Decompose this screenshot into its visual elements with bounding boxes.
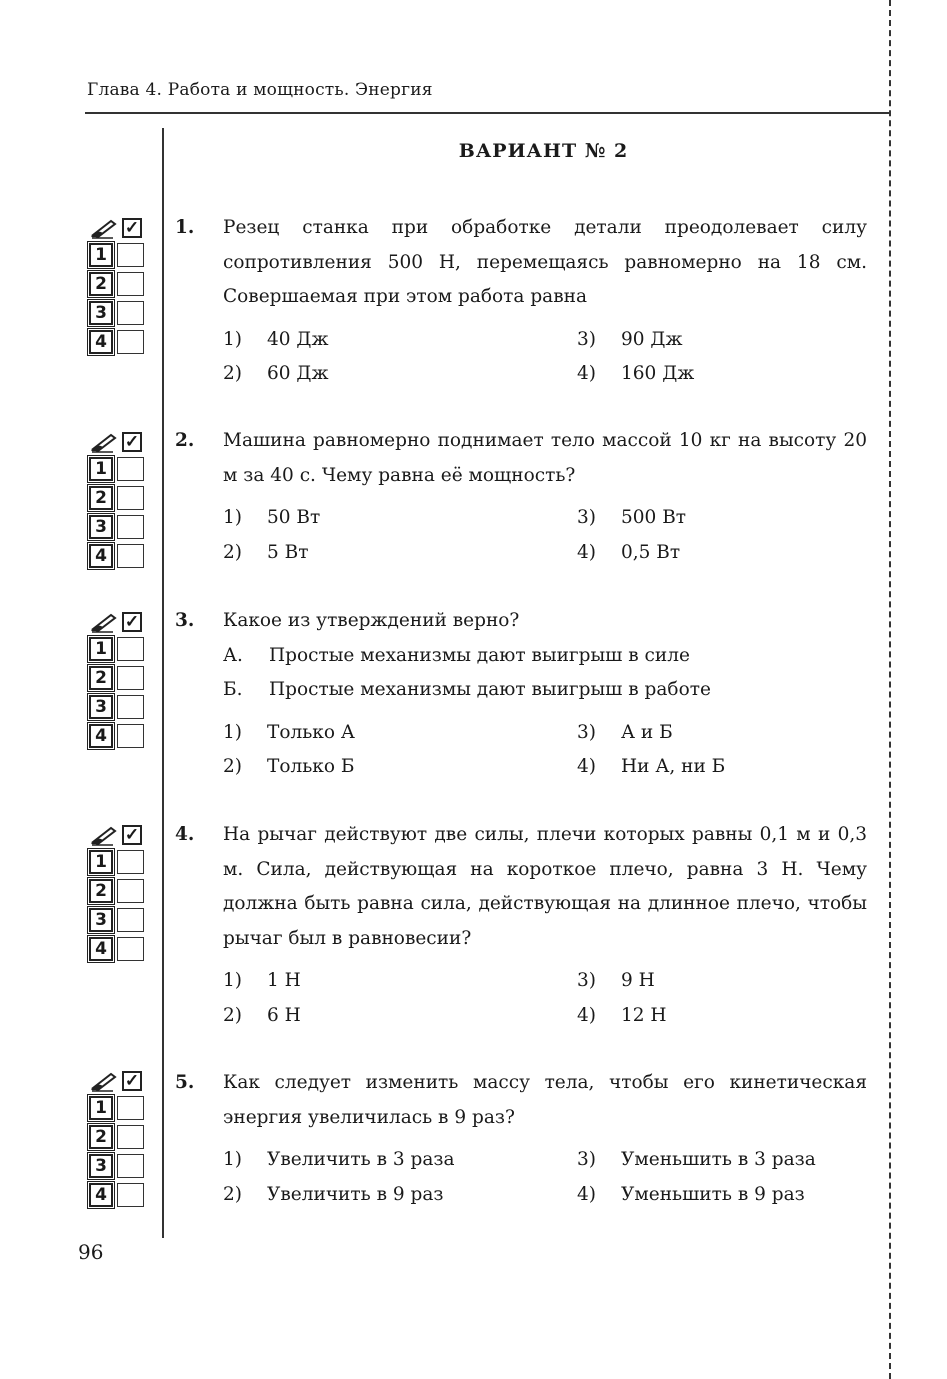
option-text: 60 Дж <box>267 363 329 384</box>
option-text: 160 Дж <box>621 363 695 384</box>
pencil-icon <box>89 217 119 239</box>
answer-checkbox[interactable] <box>117 666 144 690</box>
grid-header <box>89 610 153 634</box>
option-text: 6 Н <box>267 1004 301 1026</box>
answer-option[interactable] <box>223 964 577 999</box>
check-box-icon: ✓ <box>122 1071 142 1091</box>
answer-option[interactable] <box>223 716 577 751</box>
pencil-icon <box>89 611 119 633</box>
grid-header <box>89 216 153 240</box>
statement <box>223 673 867 708</box>
option-text: А и Б <box>621 721 673 743</box>
option-label: 1) <box>223 970 242 991</box>
answer-number: 1 <box>89 850 113 874</box>
answer-option[interactable] <box>577 999 867 1034</box>
option-label: 2) <box>223 541 242 563</box>
option-text: Уменьшить в 9 раз <box>621 1183 805 1205</box>
answer-row <box>89 512 153 541</box>
answer-option[interactable] <box>223 1178 577 1213</box>
option-label: 2) <box>223 756 242 777</box>
header-rule <box>85 112 890 114</box>
question-number: 5. <box>175 1072 195 1093</box>
grid-header <box>89 430 153 454</box>
answer-option[interactable] <box>223 536 577 571</box>
answer-option[interactable] <box>577 357 867 392</box>
answer-checkbox[interactable] <box>117 1183 144 1207</box>
answer-option[interactable] <box>577 1143 867 1178</box>
pencil-icon <box>89 1070 119 1092</box>
answer-checkbox[interactable] <box>117 937 144 961</box>
answer-checkbox[interactable] <box>117 1096 144 1120</box>
answer-checkbox[interactable] <box>117 637 144 661</box>
answer-checkbox[interactable] <box>117 1154 144 1178</box>
answer-grid <box>89 610 153 750</box>
option-label: 4) <box>577 1004 596 1026</box>
answer-checkbox[interactable] <box>117 243 144 267</box>
cut-line <box>889 0 891 1379</box>
answer-number: 3 <box>89 301 113 325</box>
answer-grid <box>89 823 153 963</box>
answer-row <box>89 1180 153 1209</box>
check-box-icon: ✓ <box>122 432 142 452</box>
question-3 <box>175 604 867 785</box>
answer-number: 3 <box>89 1154 113 1178</box>
answer-number: 1 <box>89 1096 113 1120</box>
answer-number: 4 <box>89 330 113 354</box>
answer-checkbox[interactable] <box>117 908 144 932</box>
answer-option[interactable] <box>223 501 577 536</box>
statement-text: Простые механизмы дают выигрыш в работе <box>269 679 711 700</box>
answer-option[interactable] <box>577 716 867 751</box>
answer-checkbox[interactable] <box>117 515 144 539</box>
answer-row <box>89 692 153 721</box>
option-label: 3) <box>577 328 596 350</box>
answer-row <box>89 1122 153 1151</box>
question-text: Машина равномерно поднимает тело массой 10 кг на высоту 20 м за 40 с. Чему равна её мощность? <box>223 430 867 486</box>
answer-checkbox[interactable] <box>117 879 144 903</box>
question-text: Резец станка при обработке детали преодолевает силу сопротивления 500 Н, перемещаясь равномерно на 18 см. Совершаемая при этом работа равна <box>223 217 867 307</box>
option-text: Уменьшить в 3 раза <box>621 1149 816 1170</box>
answer-row <box>89 663 153 692</box>
answer-option[interactable] <box>577 750 867 785</box>
answer-number: 2 <box>89 879 113 903</box>
answer-number: 3 <box>89 908 113 932</box>
grid-header <box>89 1069 153 1093</box>
option-text: 50 Вт <box>267 507 321 528</box>
question-text: На рычаг действуют две силы, плечи которых равны 0,1 м и 0,3 м. Сила, действующая на короткое плечо, равна 3 Н. Чему должна быть равна сила, действующая на длинное плечо, чтобы рычаг был в равновесии? <box>223 824 867 949</box>
statement-label: Б. <box>223 679 243 700</box>
question-4 <box>175 818 867 1033</box>
answer-checkbox[interactable] <box>117 330 144 354</box>
option-label: 3) <box>577 507 596 528</box>
answer-row <box>89 634 153 663</box>
answer-number: 2 <box>89 272 113 296</box>
answer-row <box>89 483 153 512</box>
answer-grid <box>89 216 153 356</box>
page-number: 96 <box>78 1240 104 1264</box>
pencil-icon <box>89 431 119 453</box>
question-number: 3. <box>175 610 195 631</box>
option-text: 40 Дж <box>267 328 329 350</box>
answer-grid <box>89 430 153 570</box>
option-text: 5 Вт <box>267 541 309 563</box>
option-label: 3) <box>577 721 596 743</box>
answer-row <box>89 721 153 750</box>
answer-option[interactable] <box>577 501 867 536</box>
answer-options <box>223 964 867 1033</box>
answer-row <box>89 934 153 963</box>
option-label: 2) <box>223 1004 242 1026</box>
answer-row <box>89 1151 153 1180</box>
option-label: 1) <box>223 1149 242 1170</box>
answer-number: 4 <box>89 724 113 748</box>
running-head: Глава 4. Работа и мощность. Энергия <box>87 80 433 100</box>
statement-label: А. <box>223 644 243 666</box>
question-5 <box>175 1066 867 1212</box>
answer-number: 3 <box>89 695 113 719</box>
answer-row <box>89 298 153 327</box>
option-text: Увеличить в 3 раза <box>267 1149 455 1170</box>
answer-number: 2 <box>89 666 113 690</box>
answer-number: 4 <box>89 937 113 961</box>
answer-checkbox[interactable] <box>117 486 144 510</box>
option-text: 90 Дж <box>621 328 683 350</box>
answer-row <box>89 327 153 356</box>
answer-options <box>223 323 867 392</box>
question-2 <box>175 424 867 570</box>
answer-grid <box>89 1069 153 1209</box>
answer-checkbox[interactable] <box>117 272 144 296</box>
answer-number: 1 <box>89 637 113 661</box>
option-text: 12 Н <box>621 1004 667 1026</box>
question-text: Какое из утверждений верно? <box>223 610 520 631</box>
answer-option[interactable] <box>223 357 577 392</box>
answer-number: 2 <box>89 1125 113 1149</box>
option-label: 1) <box>223 507 242 528</box>
answer-option[interactable] <box>223 750 577 785</box>
answer-row <box>89 269 153 298</box>
option-text: 500 Вт <box>621 507 687 528</box>
option-label: 2) <box>223 1183 242 1205</box>
option-label: 3) <box>577 1149 596 1170</box>
answer-number: 1 <box>89 457 113 481</box>
statement <box>223 639 867 674</box>
answer-row <box>89 905 153 934</box>
answer-option[interactable] <box>577 964 867 999</box>
answer-checkbox[interactable] <box>117 457 144 481</box>
answer-option[interactable] <box>577 536 867 571</box>
option-text: Только А <box>267 721 355 743</box>
answer-option[interactable] <box>223 999 577 1034</box>
answer-row <box>89 876 153 905</box>
answer-number: 2 <box>89 486 113 510</box>
grid-header <box>89 823 153 847</box>
answer-checkbox[interactable] <box>117 1125 144 1149</box>
answer-row <box>89 240 153 269</box>
option-text: Увеличить в 9 раз <box>267 1183 444 1205</box>
check-box-icon: ✓ <box>122 218 142 238</box>
option-text: Только Б <box>267 756 355 777</box>
answer-option[interactable] <box>223 323 577 358</box>
question-1 <box>175 211 867 392</box>
answer-options <box>223 716 867 785</box>
answer-options <box>223 501 867 570</box>
question-number: 2. <box>175 430 195 451</box>
check-box-icon: ✓ <box>122 825 142 845</box>
answer-row <box>89 541 153 570</box>
option-label: 4) <box>577 363 596 384</box>
check-box-icon: ✓ <box>122 612 142 632</box>
answer-number: 4 <box>89 1183 113 1207</box>
option-label: 1) <box>223 328 242 350</box>
answer-row <box>89 454 153 483</box>
answer-number: 4 <box>89 544 113 568</box>
answer-checkbox[interactable] <box>117 724 144 748</box>
option-text: 0,5 Вт <box>621 541 681 563</box>
variant-title-text: ВАРИАНТ № 2 <box>458 140 629 162</box>
answer-option[interactable] <box>223 1143 577 1178</box>
variant-title <box>0 140 947 162</box>
question-text: Как следует изменить массу тела, чтобы его кинетическая энергия увеличилась в 9 раз? <box>223 1072 867 1128</box>
margin-rule <box>162 128 164 1238</box>
option-text: 1 Н <box>267 970 301 991</box>
option-text: 9 Н <box>621 970 655 991</box>
answer-checkbox[interactable] <box>117 544 144 568</box>
answer-row <box>89 847 153 876</box>
pencil-icon <box>89 824 119 846</box>
option-label: 1) <box>223 721 242 743</box>
answer-option[interactable] <box>577 1178 867 1213</box>
answer-row <box>89 1093 153 1122</box>
answer-number: 1 <box>89 243 113 267</box>
option-text: Ни А, ни Б <box>621 756 726 777</box>
statement-text: Простые механизмы дают выигрыш в силе <box>269 644 690 666</box>
option-label: 2) <box>223 363 242 384</box>
option-label: 4) <box>577 541 596 563</box>
option-label: 4) <box>577 1183 596 1205</box>
answer-checkbox[interactable] <box>117 301 144 325</box>
answer-checkbox[interactable] <box>117 850 144 874</box>
option-label: 4) <box>577 756 596 777</box>
answer-checkbox[interactable] <box>117 695 144 719</box>
option-label: 3) <box>577 970 596 991</box>
answer-number: 3 <box>89 515 113 539</box>
question-number: 4. <box>175 824 195 845</box>
answer-options <box>223 1143 867 1212</box>
answer-option[interactable] <box>577 323 867 358</box>
question-number: 1. <box>175 217 195 238</box>
